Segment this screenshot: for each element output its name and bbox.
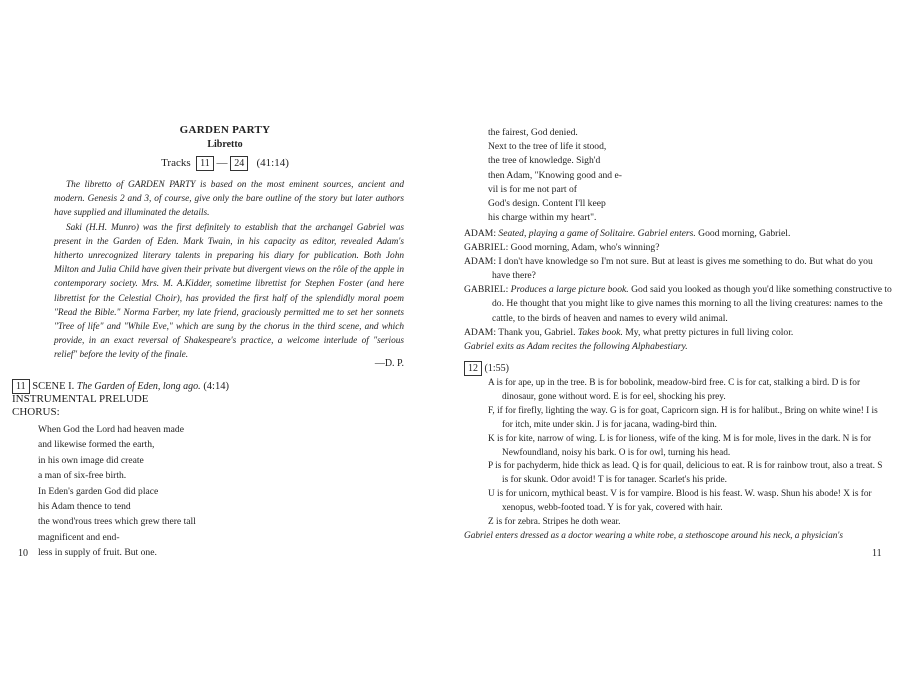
libretto-subtitle: Libretto [207, 139, 243, 150]
speaker: GABRIEL: [464, 284, 509, 296]
alphabet-stanza: K is for kite, narrow of wing. L is for lioness, wife of the king. M is for mole, lives in the dark. N is for Newfoundland, noisy his bark. O is for owl, turning his head. [488, 433, 872, 458]
dialogue-block [464, 227, 892, 354]
verse-line: magnificent and end- [38, 531, 120, 543]
track-12-duration: (1:55) [484, 363, 509, 374]
verse-line: In Eden's garden God did place [38, 485, 159, 497]
scene-heading [12, 379, 229, 394]
scene-setting: The Garden of Eden, long ago. [76, 381, 201, 392]
section-chorus: CHORUS: [12, 406, 60, 418]
stage-direction: Seated, playing a game of Solitaire. Gabriel enters. [498, 228, 696, 239]
dialogue-line [464, 241, 892, 255]
track-12-box: 12 [464, 361, 482, 376]
dialogue-text: I don't have knowledge so I'm not sure. But at least is gives me something to do. But what do you have there? [492, 256, 873, 282]
dialogue-line [464, 227, 892, 241]
verse-line: vil is for me not part of [488, 183, 577, 195]
alphabet-stanza: P is for pachyderm, hide thick as lead. Q is for quail, delicious to eat. R is for rainbow trout, also a treat. S is for skunk. Odor avoid! T is for tanager. Scarlet's his pride. [488, 461, 883, 486]
libretto-title: GARDEN PARTY [179, 124, 271, 136]
scene-track-box: 11 [12, 379, 30, 394]
speaker: ADAM: [464, 228, 496, 239]
alphabet-stanza: A is for ape, up in the tree. B is for bobolink, meadow-bird free. C is for cat, stalking a bird. D is for dinosaur, gone without word. E is for eel, shocking his prey. [488, 378, 861, 402]
verse-line: less in supply of fruit. But one. [38, 547, 157, 559]
verse-line: Next to the tree of life it stood, [488, 141, 607, 153]
speaker: ADAM: [464, 326, 496, 338]
intro-paragraph: The libretto of GARDEN PARTY is based on the most eminent sources, ancient and modern. Genesis 2 and 3, of course, give only the bare outline of the story but later authors have supplied and illuminated the details. [54, 180, 404, 219]
verse-line: in his own image did create [38, 454, 144, 466]
dialogue-text: Good morning, Gabriel. [698, 228, 791, 239]
alphabestiary [464, 377, 884, 544]
verse-line: the wond'rous trees which grew there tall [38, 516, 196, 528]
alphabet-stanza: Z is for zebra. Stripes he doth wear. [488, 517, 621, 528]
tracks-duration: (41:14) [256, 157, 289, 169]
closing-direction: Gabriel enters dressed as a doctor wearing a white robe, a stethoscope around his neck, a physician's [464, 530, 843, 541]
dialogue-text: My, what pretty pictures in full living color. [625, 326, 794, 338]
continued-verse [488, 126, 622, 225]
stage-direction: Takes book. [577, 326, 623, 338]
tracks-line [0, 156, 450, 171]
track-12-line [464, 361, 509, 376]
verse-line: then Adam, "Knowing good and e- [488, 169, 622, 181]
exit-direction: Gabriel exits as Adam recites the following Alphabestiary. [464, 340, 688, 352]
verse-line: and likewise formed the earth, [38, 439, 155, 451]
section-prelude: INSTRUMENTAL PRELUDE [12, 393, 149, 405]
dialogue-line [464, 283, 892, 325]
verse-line: the tree of knowledge. Sigh'd [488, 155, 601, 167]
page-number-left: 10 [18, 548, 28, 559]
tracks-separator: — [216, 157, 228, 169]
track-end-box: 24 [230, 156, 248, 171]
dialogue-text: Thank you, Gabriel. [498, 326, 576, 338]
verse-line: his Adam thence to tend [38, 501, 131, 513]
intro-paragraph: Saki (H.H. Munro) was the first definitely to establish that the archangel Gabriel was present in the Garden of Eden. Mark Twain, in his capacity as editor, revealed Adam's hitherto unrecognized literary talents in preparing his diary for publication. Both John Milton and Julia Child have given their private but divergent views on the rôle of the apple in contemporary society. Mrs. M. A.Kidder, sometime librettist for Stephen Foster (and here librettist for the Celestial Choir), has provided the first half of the splendidly moral poem "Read the Bible." Norma Farber, my late friend, graciously permitted me to set her sonnets "Tree of life" and "While Eve," which are sung by the chorus in the third scene, and which provide, in an exact reversal of Shakespeare's practice, a welcome interlude of "serious relief" before the levity of the finale. [54, 222, 404, 361]
scene-duration: (4:14) [203, 381, 229, 392]
chorus-verse [38, 422, 196, 561]
signature: —D. P. [374, 358, 404, 369]
verse-line: his charge within my heart". [488, 212, 597, 224]
tracks-label: Tracks [161, 157, 191, 169]
verse-line: the fairest, God denied. [488, 127, 578, 138]
track-start-box: 11 [196, 156, 214, 171]
intro-notes [54, 178, 404, 363]
stage-direction: Produces a large picture book. [510, 284, 629, 296]
verse-line: When God the Lord had heaven made [38, 424, 184, 435]
dialogue-line [464, 255, 892, 283]
dialogue-text: God said you looked as though you'd like something constructive to do. He thought that you might like to give names this morning to all the living creatures: names to the cattle, to the birds of heaven and names to every wild animal. [492, 284, 892, 324]
verse-line: God's design. Content I'll keep [488, 198, 606, 210]
alphabet-stanza: U is for unicorn, mythical beast. V is for vampire. Blood is his feast. W. wasp. Shun his abode! X is for xenopus, webb-footed toad. Y is for yak, covered with hair. [488, 489, 872, 514]
alphabet-stanza: F, if for firefly, lighting the way. G is for goat, Capricorn sign. H is for halibut., Bring on white wine! I is for itch, mite under skin. J is for jacana, wading-bird thin. [488, 405, 878, 430]
speaker: ADAM: [464, 256, 496, 268]
speaker: GABRIEL: [464, 242, 509, 254]
verse-line: a man of six-free birth. [38, 470, 127, 482]
scene-label: SCENE I. [32, 381, 75, 392]
dialogue-text: Good morning, Adam, who's winning? [510, 242, 660, 254]
page-number-right: 11 [872, 548, 882, 559]
dialogue-line [464, 326, 892, 340]
